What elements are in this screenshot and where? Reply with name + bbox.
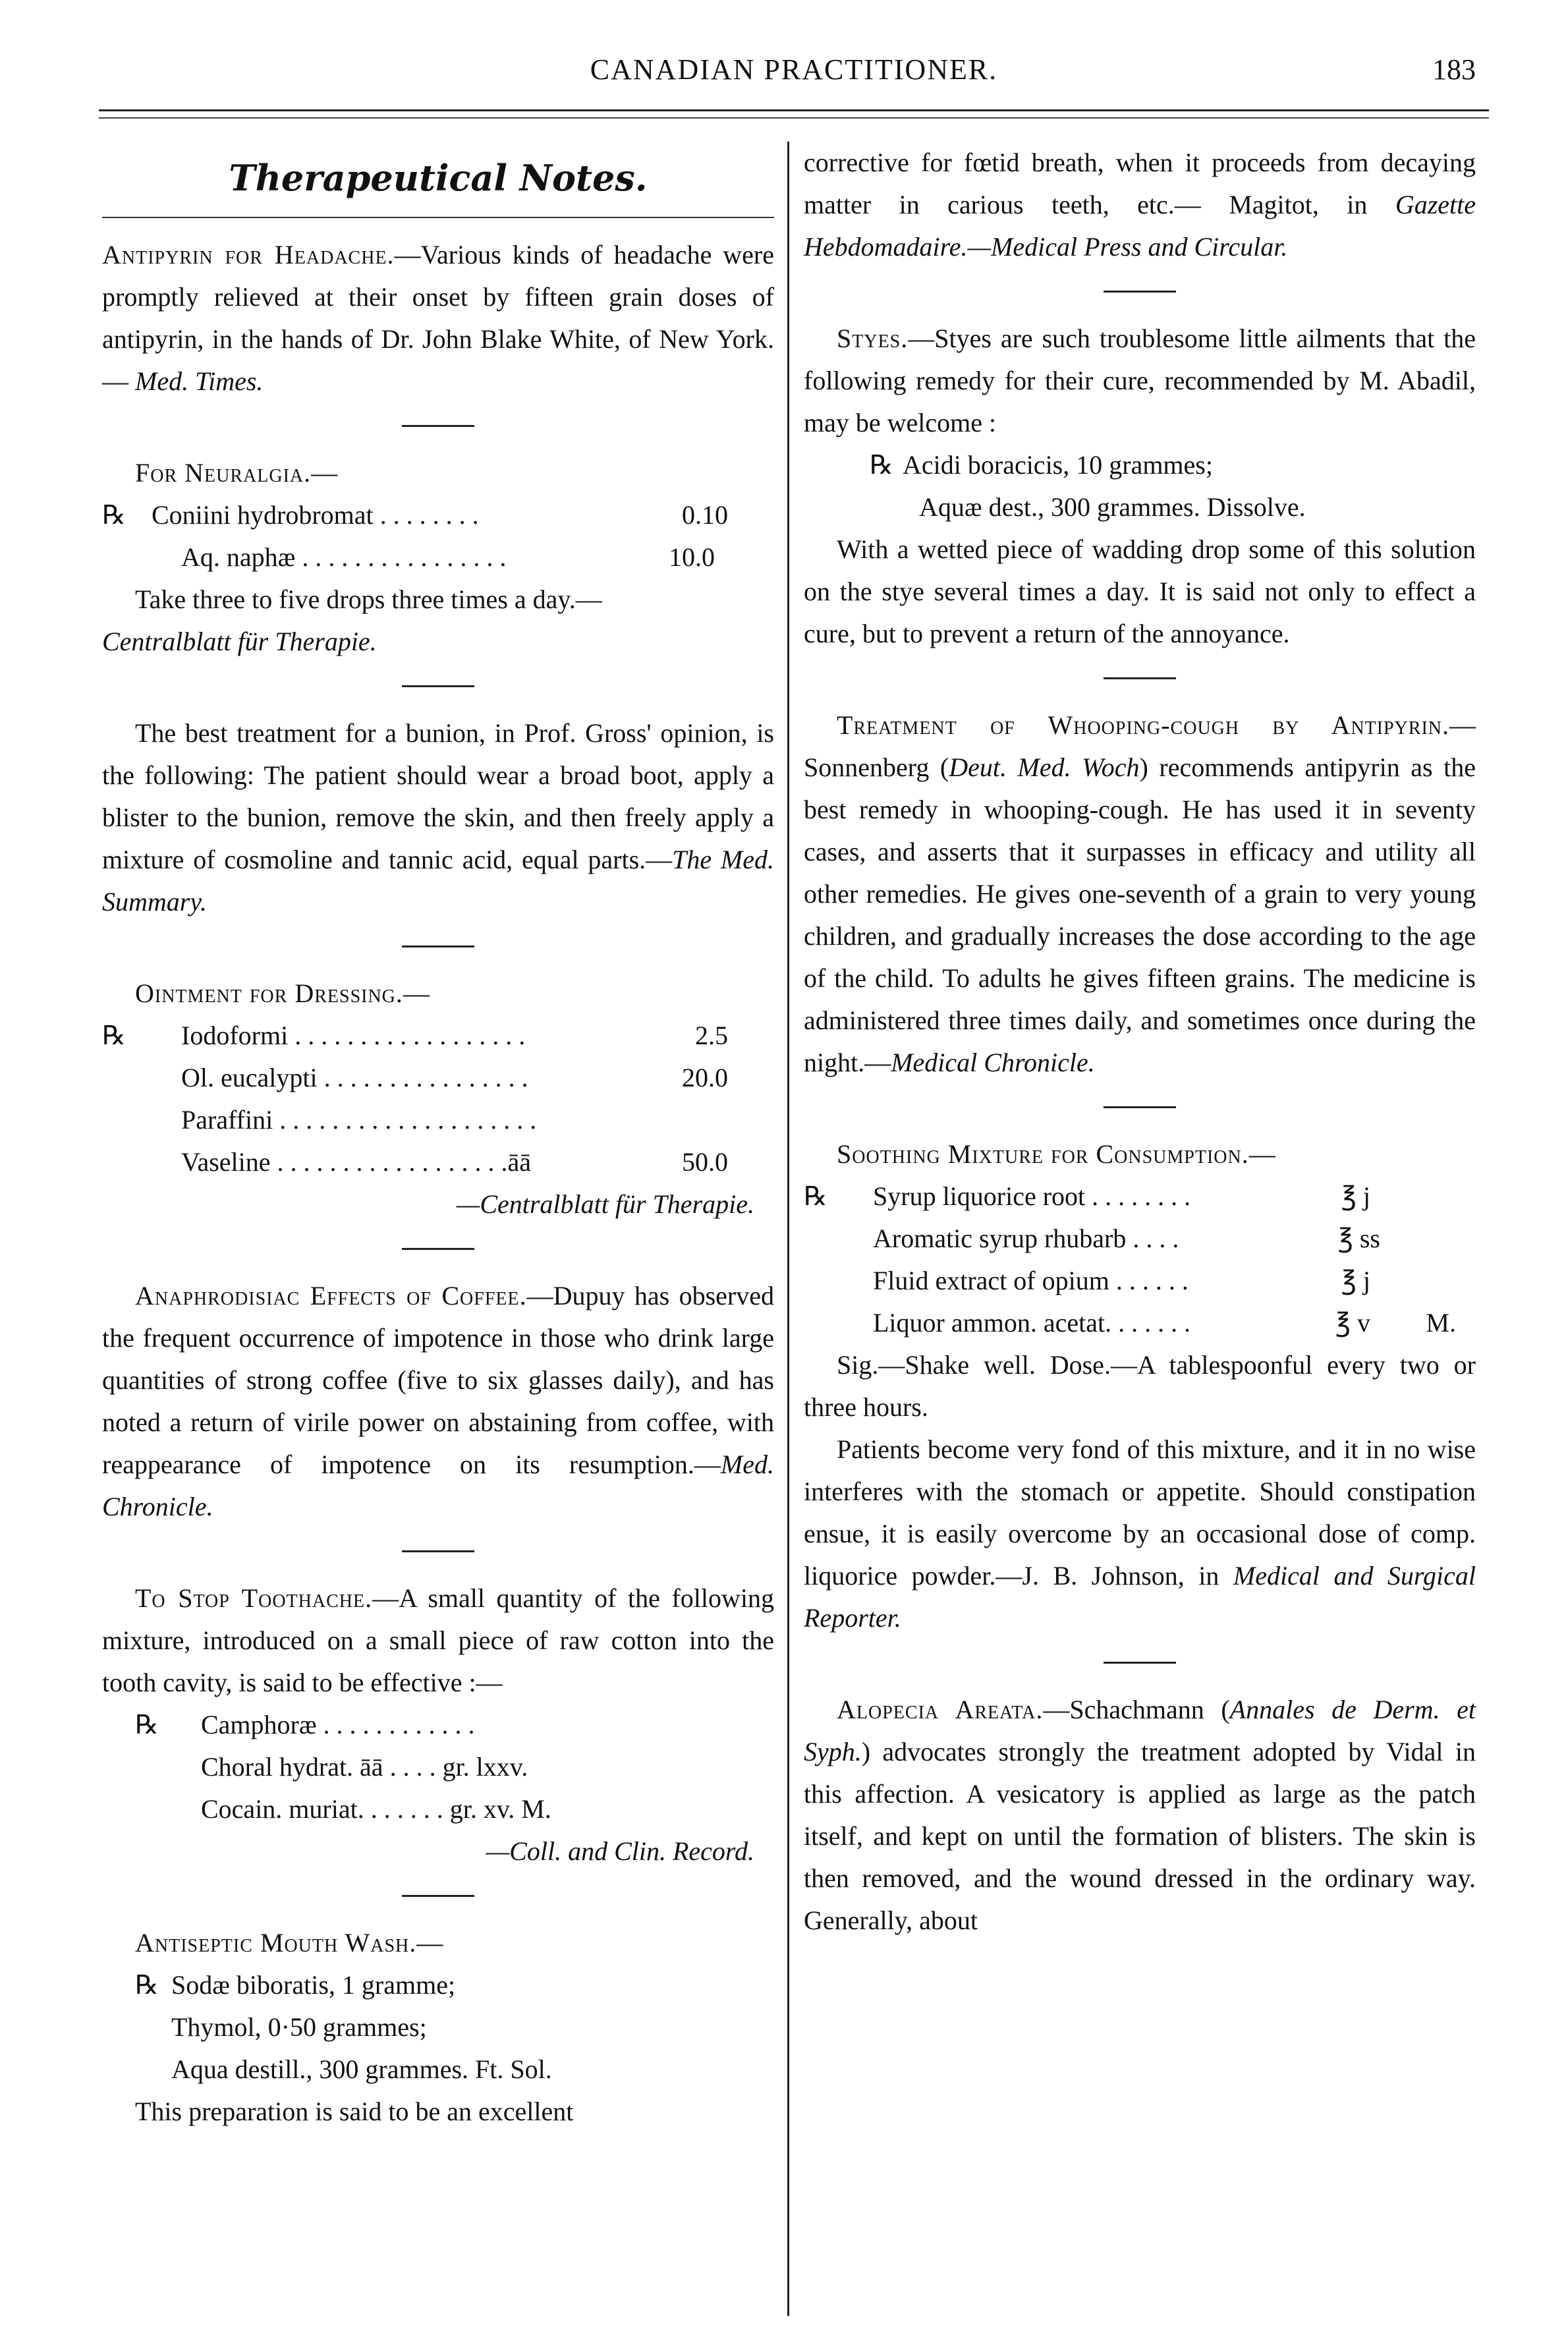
article-heading: Treatment of Whooping-cough by Antipyrin. bbox=[837, 710, 1449, 740]
recipe-line bbox=[804, 486, 1476, 528]
article-source bbox=[102, 1183, 774, 1226]
amount: 20.0 bbox=[682, 1063, 728, 1092]
mouthwash-body: This preparation is said to be an excellent bbox=[135, 2097, 574, 2126]
article-heading: Antipyrin for Headache. bbox=[102, 240, 395, 269]
ingredient: Coniini hydrobromat . . . . . . . . bbox=[152, 500, 479, 530]
recipe-line bbox=[102, 1099, 774, 1141]
article-whooping-cough bbox=[804, 704, 1476, 1084]
article-heading: To Stop Toothache. bbox=[135, 1583, 373, 1613]
ingredient: Aq. naphæ . . . . . . . . . . . . . . . . bbox=[181, 542, 507, 572]
ingredient: Syrup liquorice root . . . . . . . . bbox=[873, 1181, 1191, 1211]
recipe-symbol: ℞ bbox=[135, 1710, 159, 1739]
recipe-line bbox=[102, 494, 774, 536]
recipe-line bbox=[804, 1260, 1476, 1302]
article-body: —A small quantity of the following mixture, introduced on a small piece of raw cotton into the tooth cavity, is said to be effective :— bbox=[102, 1583, 774, 1697]
article-source: Medical and Surgical Reporter. bbox=[804, 1561, 1476, 1633]
article-body bbox=[102, 578, 774, 621]
separator bbox=[402, 1895, 474, 1897]
article-antipyrin bbox=[102, 234, 774, 403]
page-header bbox=[99, 53, 1489, 105]
styes-body: With a wetted piece of wadding drop some of this solution on the stye several times a day. It is said not only to effect a cure, but to prevent a return of the annoyance. bbox=[804, 534, 1476, 648]
citation: Deut. Med. Woch bbox=[949, 752, 1140, 782]
recipe-line bbox=[102, 1964, 774, 2006]
header-rule bbox=[99, 109, 1489, 111]
article-heading bbox=[804, 1133, 1476, 1175]
ingredient: Aromatic syrup rhubarb . . . . bbox=[873, 1224, 1179, 1253]
ointment-heading: Ointment for Dressing.— bbox=[135, 978, 430, 1008]
recipe-line bbox=[804, 444, 1476, 486]
citation: Annales de Derm. et Syph. bbox=[804, 1695, 1476, 1766]
separator bbox=[402, 1248, 474, 1250]
page-number: 183 bbox=[1432, 53, 1476, 86]
recipe-symbol: ℞ bbox=[135, 1970, 159, 2000]
article-body: corrective for fœtid breath, when it proceeds from decaying matter in carious teeth, etc.— Magitot, in bbox=[804, 148, 1476, 219]
article-heading bbox=[102, 452, 774, 494]
amount: ℥ j bbox=[1341, 1266, 1370, 1295]
ingredient: Iodoformi . . . . . . . . . . . . . . . . . . bbox=[181, 1021, 526, 1050]
soothing-body: Patients become very fond of this mixture, and it in no wise interferes with the stomach or appetite. Should constipation ensue, it is easily overcome by an occasional dose of comp. liquorice powder.—J. B. Johnson, in bbox=[804, 1434, 1476, 1591]
neuralgia-source: Centralblatt für Therapie. bbox=[102, 627, 377, 656]
article-body bbox=[102, 2091, 774, 2133]
article-mouthwash-continued bbox=[804, 142, 1476, 268]
article-bunion bbox=[102, 712, 774, 923]
article-source: The Med. Summary. bbox=[102, 845, 774, 917]
soothing-heading: Soothing Mixture for Consumption.— bbox=[837, 1139, 1276, 1169]
neuralgia-heading: For Neuralgia.— bbox=[135, 458, 339, 488]
article-styes bbox=[804, 318, 1476, 444]
article-body: ) recommends antipyrin as the best remedy in whooping-cough. He has used it in seventy cases, and asserts that it surpasses in efficacy and utility all other remedies. He gives one-seventh of a grain to very young children, and gradually increases the dose according to the age of the child. To adults he gives fifteen grains. The medicine is administered three times daily, and sometimes once during the night.— bbox=[804, 752, 1476, 1077]
article-toothache bbox=[102, 1577, 774, 1704]
article-source: Med. Chronicle. bbox=[102, 1450, 774, 1521]
ointment-source: —Centralblatt für Therapie. bbox=[456, 1189, 754, 1219]
recipe-line bbox=[102, 1788, 774, 1830]
article-source: Gazette Hebdomadaire.—Medical Press and Circular. bbox=[804, 190, 1476, 262]
article-body: —Various kinds of headache were promptly relieved at their onset by fifteen grain doses of antipyrin, in the hands of Dr. John Blake White, of New York. — bbox=[102, 240, 774, 396]
ingredient: Fluid extract of opium . . . . . . bbox=[873, 1266, 1189, 1295]
recipe-line bbox=[102, 536, 774, 578]
separator bbox=[1104, 1662, 1176, 1664]
ingredient: Aqua destill., 300 grammes. Ft. Sol. bbox=[171, 2054, 552, 2084]
article-source: Medical Chronicle. bbox=[891, 1048, 1095, 1077]
article-body bbox=[804, 1428, 1476, 1639]
article-body bbox=[804, 528, 1476, 655]
separator bbox=[402, 945, 474, 947]
ingredient: Camphoræ . . . . . . . . . . . . bbox=[201, 1710, 475, 1739]
article-body: —Dupuy has observed the frequent occurrence of impotence in those who drink large quantities of strong coffee (five to six glasses daily), and has noted a return of virile power on abstaining from coffee, with reappearance of impotence on its resumption.— bbox=[102, 1281, 774, 1479]
amount: ℥ v bbox=[1335, 1308, 1370, 1338]
article-coffee bbox=[102, 1275, 774, 1528]
article-heading: Anaphrodisiac Effects of Coffee. bbox=[135, 1281, 527, 1311]
header-rule-thin bbox=[99, 117, 1489, 119]
recipe-line bbox=[804, 1175, 1476, 1218]
recipe-line bbox=[102, 1746, 774, 1788]
recipe-symbol: ℞ bbox=[870, 450, 893, 480]
mouthwash-heading: Antiseptic Mouth Wash.— bbox=[135, 1928, 444, 1958]
ingredient: Paraffini . . . . . . . . . . . . . . . . . . . . bbox=[181, 1105, 537, 1135]
separator bbox=[1104, 677, 1176, 679]
soothing-sig: Sig.—Shake well. Dose.—A tablespoonful every two or three hours. bbox=[804, 1350, 1476, 1422]
article-source: Med. Times. bbox=[135, 366, 264, 396]
ingredient: Sodæ biboratis, 1 gramme; bbox=[171, 1970, 456, 2000]
recipe-symbol: ℞ bbox=[804, 1181, 827, 1211]
article-heading: Alopecia Areata. bbox=[837, 1695, 1044, 1724]
amount: ℥ j bbox=[1341, 1181, 1370, 1211]
separator bbox=[402, 685, 474, 687]
left-column bbox=[102, 142, 774, 2133]
separator bbox=[402, 1550, 474, 1552]
amount: 10.0 bbox=[669, 542, 715, 572]
recipe-line bbox=[102, 1015, 774, 1057]
article-alopecia bbox=[804, 1689, 1476, 1942]
recipe-line bbox=[804, 1302, 1476, 1344]
article-body: —Styes are such troublesome little ailments that the following remedy for their cure, recommended by M. Abadil, may be welcome : bbox=[804, 324, 1476, 437]
amount: 50.0 bbox=[682, 1147, 728, 1177]
recipe-line bbox=[102, 1704, 774, 1746]
article-body bbox=[804, 1344, 1476, 1428]
recipe-line bbox=[102, 2006, 774, 2048]
article-body: The best treatment for a bunion, in Prof. Gross' opinion, is the following: The patient should wear a broad boot, apply a blister to the bunion, remove the skin, and then freely apply a mixture of cosmoline and tannic acid, equal parts.— bbox=[102, 718, 774, 874]
recipe-symbol: ℞ bbox=[102, 500, 126, 530]
right-column bbox=[804, 142, 1496, 1942]
column-divider bbox=[787, 142, 789, 2316]
article-heading bbox=[102, 1922, 774, 1964]
running-title: CANADIAN PRACTITIONER. bbox=[590, 53, 998, 86]
article-body: —Sonnenberg ( bbox=[804, 710, 1476, 782]
title-rule bbox=[102, 217, 774, 218]
separator bbox=[402, 425, 474, 427]
recipe-line bbox=[102, 2048, 774, 2091]
ingredient: Ol. eucalypti . . . . . . . . . . . . . . . . bbox=[181, 1063, 528, 1092]
amount: 2.5 bbox=[695, 1021, 728, 1050]
neuralgia-body: Take three to five drops three times a day.— bbox=[135, 584, 602, 614]
separator bbox=[1104, 1106, 1176, 1108]
amount: ℥ ss bbox=[1337, 1224, 1380, 1253]
amount: 0.10 bbox=[682, 500, 728, 530]
recipe-line bbox=[102, 1141, 774, 1183]
ingredient: Cocain. muriat. . . . . . . gr. xv. M. bbox=[201, 1794, 551, 1824]
ingredient: Acidi boracicis, 10 grammes; bbox=[903, 450, 1213, 480]
ingredient: Vaseline . . . . . . . . . . . . . . . . . .āā bbox=[181, 1147, 532, 1177]
ingredient: Liquor ammon. acetat. . . . . . . bbox=[873, 1308, 1191, 1338]
article-heading: Styes. bbox=[837, 324, 909, 353]
separator bbox=[1104, 291, 1176, 293]
article-body: —Schachmann ( bbox=[1043, 1695, 1230, 1724]
ingredient: Thymol, 0·50 grammes; bbox=[171, 2012, 427, 2042]
ingredient: Choral hydrat. āā . . . . gr. lxxv. bbox=[201, 1752, 528, 1782]
recipe-symbol: ℞ bbox=[102, 1021, 126, 1050]
recipe-line bbox=[804, 1218, 1476, 1260]
article-heading bbox=[102, 973, 774, 1015]
article-body: ) advocates strongly the treatment adopted by Vidal in this affection. A vesicatory is applied as large as the patch itself, and kept on until the formation of blisters. The skin is then removed, and the wound dressed in the ordinary way. Generally, about bbox=[804, 1737, 1476, 1935]
section-title: Therapeutical Notes. bbox=[229, 157, 648, 199]
ingredient: Aquæ dest., 300 grammes. Dissolve. bbox=[919, 492, 1306, 522]
mix-mark: M. bbox=[1426, 1308, 1456, 1338]
recipe-line bbox=[102, 1057, 774, 1099]
article-source bbox=[102, 1830, 774, 1873]
article-source bbox=[102, 621, 774, 663]
toothache-source: —Coll. and Clin. Record. bbox=[486, 1836, 754, 1866]
